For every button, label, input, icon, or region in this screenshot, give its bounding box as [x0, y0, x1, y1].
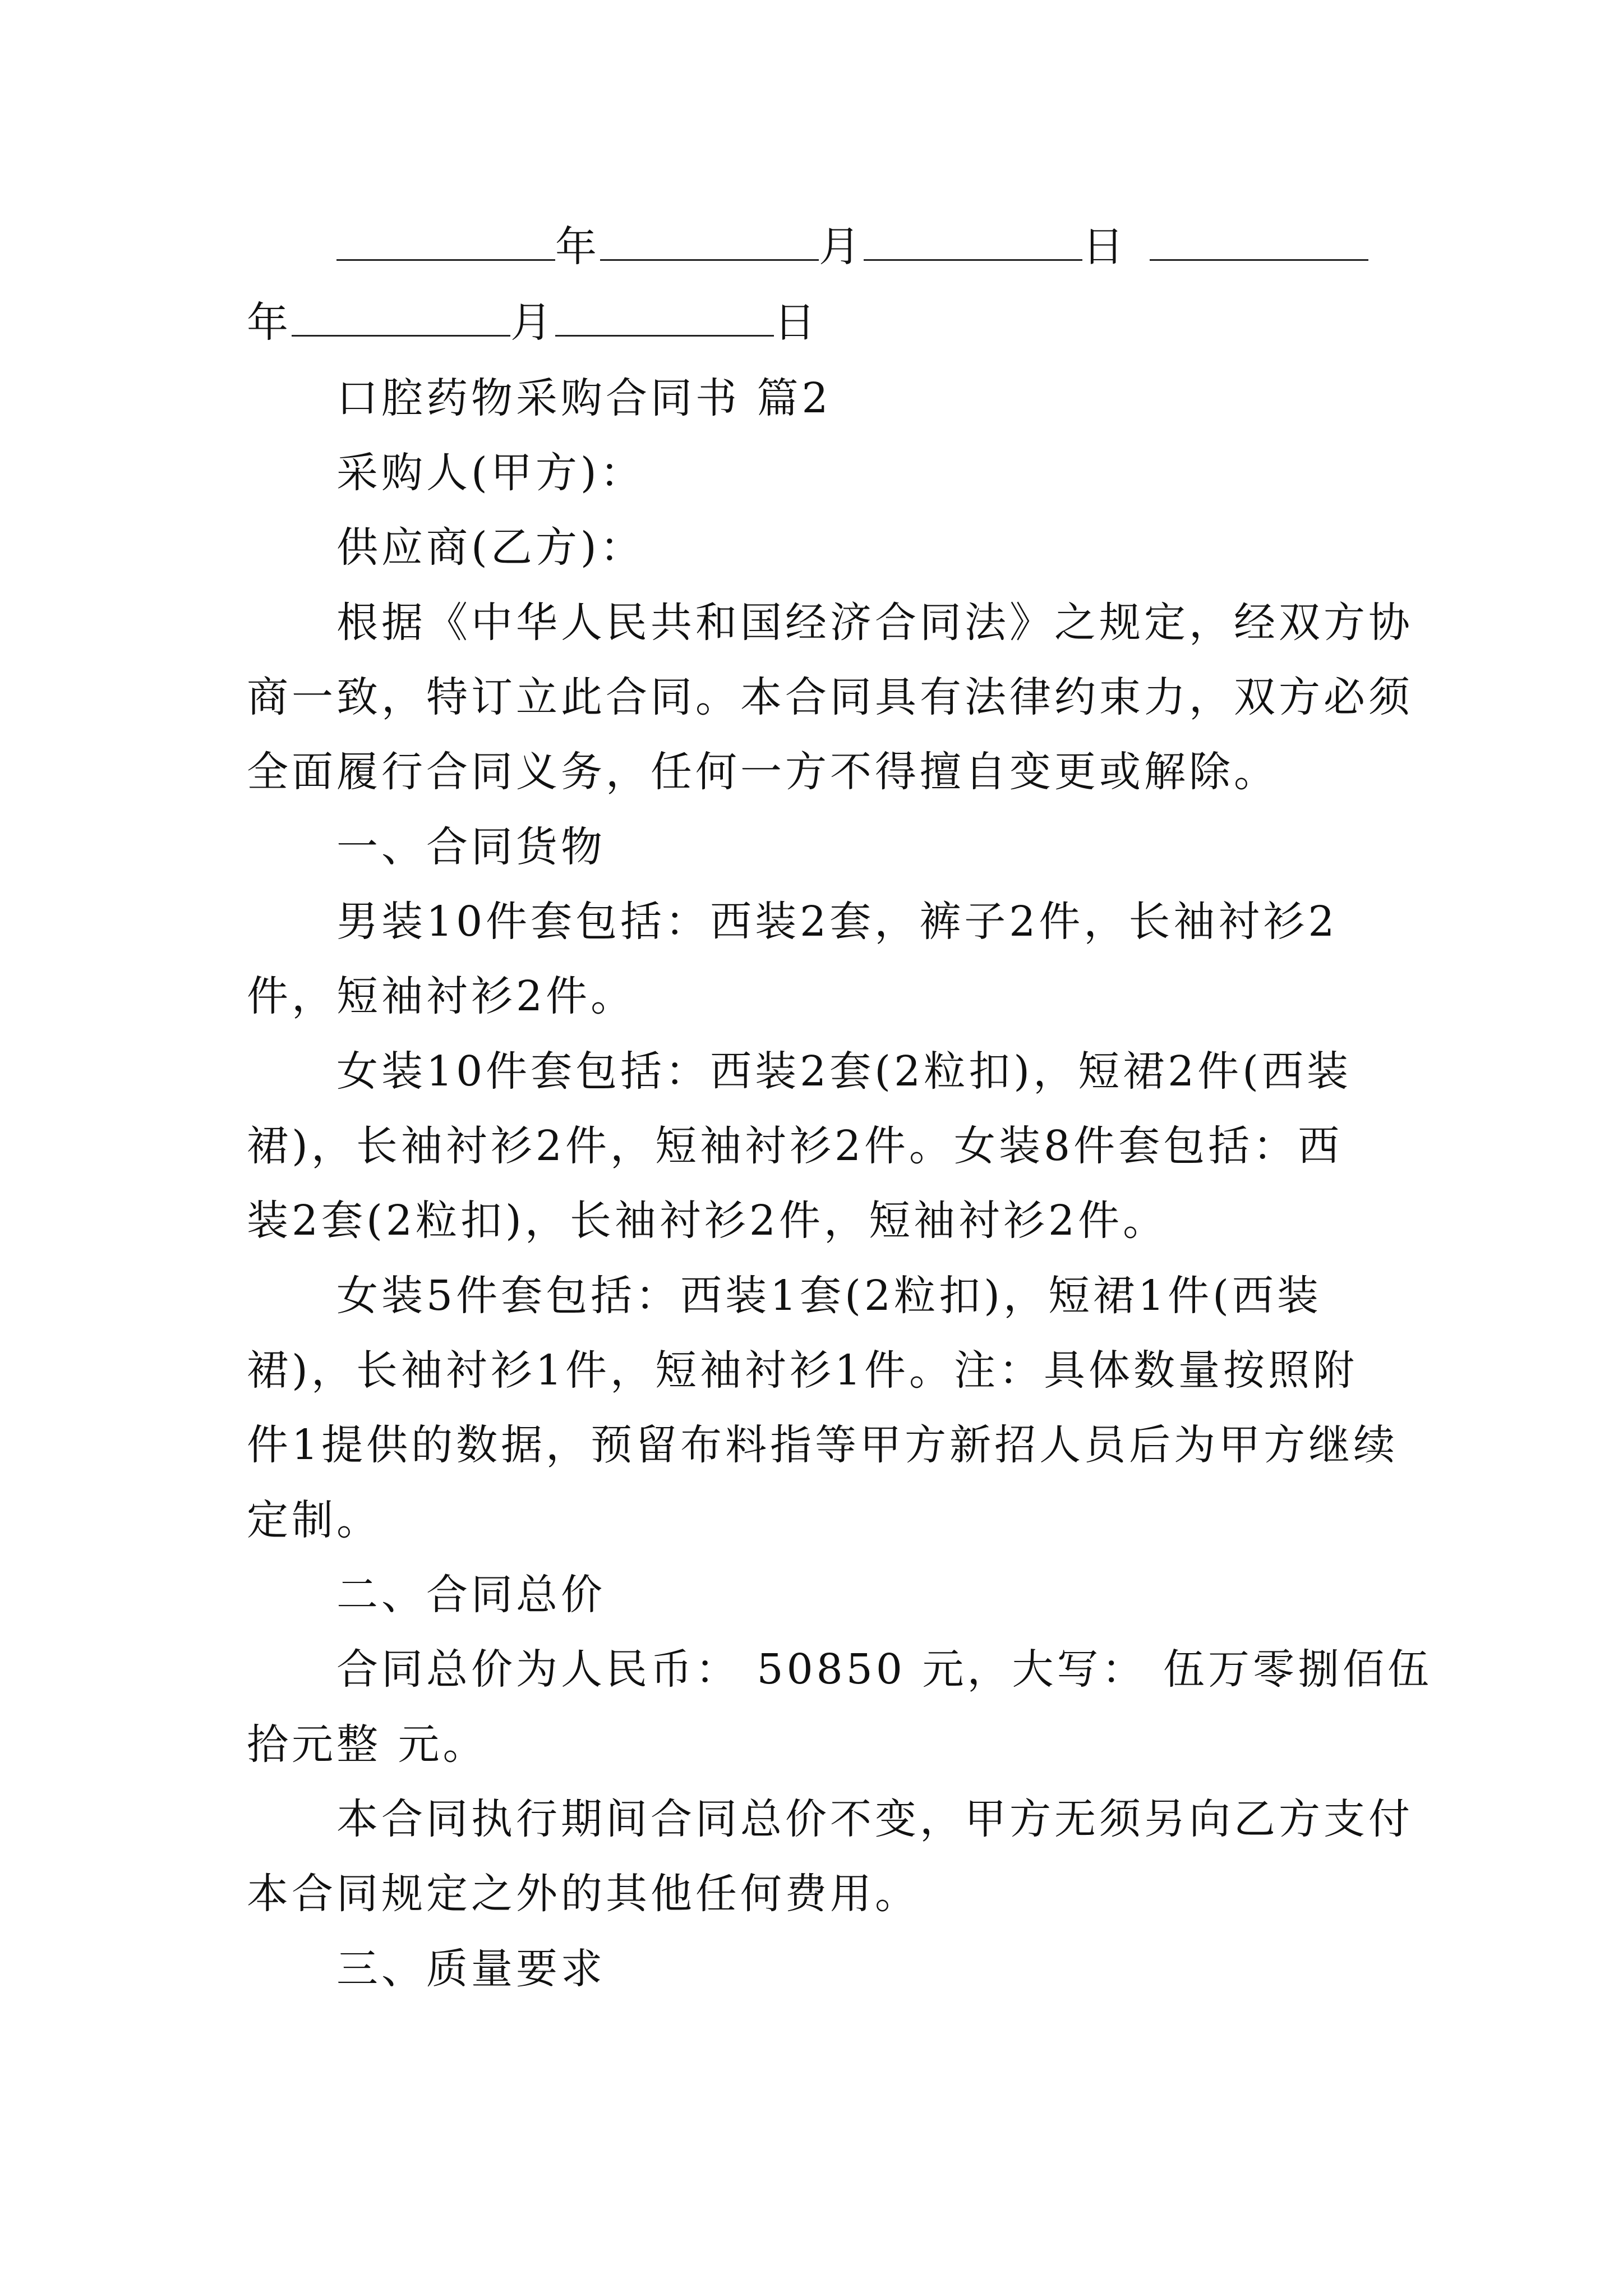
- paragraph-line: 件1提供的数据，预留布料指等甲方新招人员后为甲方继续: [247, 1421, 1399, 1469]
- paragraph-line: 商一致，特订立此合同。本合同具有法律约束力，双方必须: [247, 673, 1413, 721]
- month-label-2: 月: [510, 298, 555, 347]
- buyer-label: 采购人(甲方)：: [336, 449, 645, 497]
- paragraph-line: 定制。: [247, 1496, 381, 1544]
- paragraph-line: 拾元整 元。: [247, 1720, 488, 1769]
- heading-goods: 一、合同货物: [336, 823, 606, 871]
- section-title: 口腔药物采购合同书 篇2: [336, 374, 832, 422]
- day-label-2: 日: [774, 298, 819, 347]
- second-date-year-blank: [1150, 220, 1368, 261]
- paragraph-line: 装2套(2粒扣)，长袖衬衫2件，短袖衬衫2件。: [247, 1197, 1168, 1245]
- paragraph-line: 女装10件套包括：西装2套(2粒扣)，短裙2件(西装: [336, 1047, 1352, 1096]
- paragraph-line: 本合同执行期间合同总价不变，甲方无须另向乙方支付: [336, 1795, 1413, 1843]
- month-blank: [600, 220, 819, 261]
- date-line-1: [336, 219, 1481, 275]
- paragraph-line: 裙)，长袖衬衫2件，短袖衬衫2件。女装8件套包括：西: [247, 1122, 1343, 1170]
- paragraph-line: 男装10件套包括：西装2套，裤子2件，长袖衬衫2: [336, 898, 1338, 946]
- paragraph-line: 女装5件套包括：西装1套(2粒扣)，短裙1件(西装: [336, 1272, 1322, 1320]
- month-label: 月: [819, 223, 864, 271]
- year-label-2: 年: [247, 298, 292, 347]
- paragraph-line: 合同总价为人民币： 50850 元，大写： 伍万零捌佰伍: [336, 1645, 1432, 1694]
- heading-quality: 三、质量要求: [336, 1945, 606, 1993]
- paragraph-line: 裙)，长袖衬衫1件，短袖衬衫1件。注：具体数量按照附: [247, 1346, 1358, 1395]
- month-blank-2: [292, 296, 510, 337]
- date-line-2: [247, 295, 1391, 351]
- heading-total-price: 二、合同总价: [336, 1571, 606, 1619]
- paragraph-line: 本合同规定之外的其他任何费用。: [247, 1870, 920, 1918]
- day-blank-2: [555, 296, 774, 337]
- paragraph-line: 件，短袖衬衫2件。: [247, 972, 636, 1020]
- year-blank: [336, 220, 555, 261]
- supplier-label: 供应商(乙方)：: [336, 523, 645, 572]
- day-label: 日: [1082, 223, 1127, 271]
- paragraph-line: 全面履行合同义务，任何一方不得擅自变更或解除。: [247, 748, 1279, 796]
- paragraph-line: 根据《中华人民共和国经济合同法》之规定，经双方协: [336, 599, 1413, 647]
- year-label: 年: [555, 223, 600, 271]
- day-blank: [864, 220, 1082, 261]
